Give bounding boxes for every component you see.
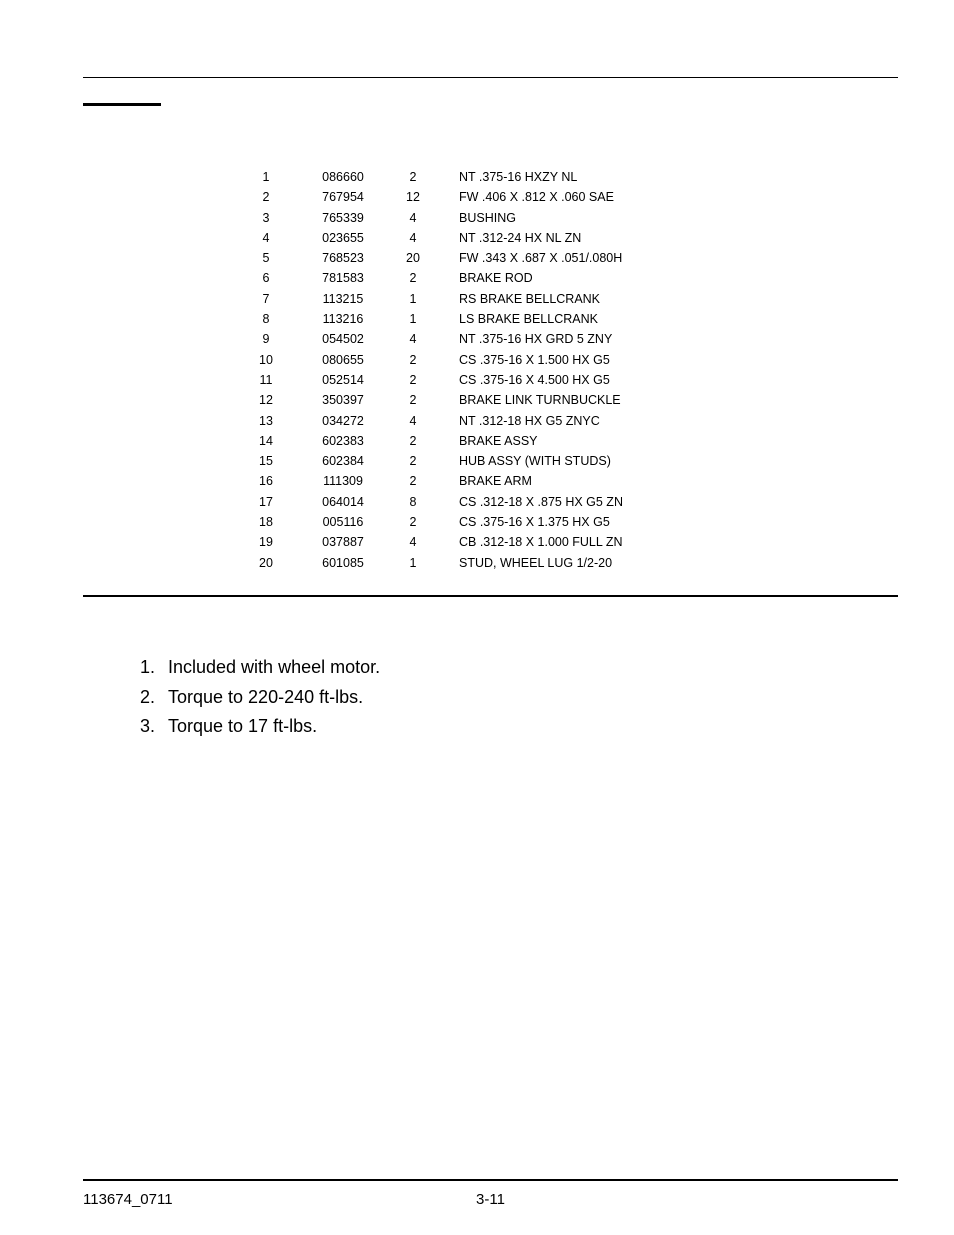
table-row: [240, 329, 623, 349]
description: LS BRAKE BELLCRANK: [459, 312, 598, 327]
table-row: [240, 187, 623, 207]
table-row: [240, 370, 623, 390]
description: NT .312-18 HX G5 ZNYC: [459, 413, 600, 428]
table-row: [240, 471, 623, 491]
description: NT .375-16 HX GRD 5 ZNY: [459, 332, 613, 347]
quantity: 4: [409, 413, 417, 428]
note-item: [140, 713, 380, 743]
quantity: 4: [409, 230, 417, 245]
description: BUSHING: [459, 210, 516, 225]
description: HUB ASSY (WITH STUDS): [459, 454, 611, 469]
quantity: 2: [409, 170, 417, 184]
description: NT .312-24 HX NL ZN: [459, 230, 582, 245]
ref-number: 2: [262, 190, 270, 205]
table-row: [240, 532, 623, 552]
quantity: 1: [409, 312, 417, 327]
note-text: Included with wheel motor.: [168, 657, 381, 677]
part-number: 765339: [322, 210, 364, 225]
note-item: [140, 654, 380, 684]
ref-number: 17: [259, 494, 273, 509]
description: NT .375-16 HXZY NL: [459, 170, 578, 184]
parts-table-body: [240, 167, 623, 573]
table-row: [240, 248, 623, 268]
part-number: 037887: [322, 535, 364, 550]
part-number: 113215: [322, 291, 364, 306]
parts-table: [240, 167, 623, 573]
description: BRAKE ASSY: [459, 433, 538, 448]
description: BRAKE ROD: [459, 271, 533, 286]
table-row: [240, 553, 623, 573]
ref-number: 7: [262, 291, 270, 306]
ref-number: 5: [262, 251, 270, 266]
quantity: 12: [406, 190, 420, 205]
ref-number: 20: [259, 555, 273, 570]
ref-number: 12: [259, 393, 273, 408]
section-title-bar: [83, 103, 161, 106]
ref-number: 18: [259, 515, 273, 530]
quantity: 4: [409, 210, 417, 225]
footer-doc-number: 113674_0711: [83, 1191, 173, 1208]
quantity: 2: [409, 352, 417, 367]
table-row: [240, 390, 623, 410]
ref-number: 15: [259, 454, 273, 469]
quantity: 2: [409, 393, 417, 408]
part-number: 086660: [322, 170, 364, 184]
table-row: [240, 431, 623, 451]
quantity: 1: [409, 555, 417, 570]
part-number: 602384: [322, 454, 364, 469]
table-row: [240, 350, 623, 370]
quantity: 2: [409, 271, 417, 286]
header-rule: [83, 77, 898, 78]
description: RS BRAKE BELLCRANK: [459, 291, 601, 306]
description: FW .343 X .687 X .051/.080H: [459, 251, 623, 266]
part-number: 767954: [322, 190, 364, 205]
part-number: 350397: [322, 393, 364, 408]
ref-number: 8: [262, 312, 270, 327]
part-number: 034272: [322, 413, 364, 428]
part-number: 768523: [322, 251, 364, 266]
part-number: 602383: [322, 433, 364, 448]
parts-table-bottom-rule: [83, 595, 898, 597]
part-number: 005116: [322, 515, 364, 530]
part-number: 064014: [322, 494, 364, 509]
part-number: 781583: [322, 271, 364, 286]
part-number: 113216: [322, 312, 364, 327]
table-row: [240, 228, 623, 248]
ref-number: 11: [259, 372, 273, 387]
ref-number: 6: [262, 271, 270, 286]
note-text: Torque to 220-240 ft-lbs.: [168, 686, 364, 707]
part-number: 023655: [322, 230, 364, 245]
part-number: 111309: [323, 474, 363, 489]
quantity: 2: [409, 372, 417, 387]
note-item: [140, 684, 380, 714]
quantity: 8: [409, 494, 417, 509]
description: BRAKE LINK TURNBUCKLE: [459, 393, 621, 408]
description: CS .375-16 X 1.375 HX G5: [459, 515, 610, 530]
part-number: 080655: [322, 352, 364, 367]
ref-number: 9: [262, 332, 270, 347]
quantity: 2: [409, 515, 417, 530]
table-row: [240, 268, 623, 288]
description: CS .375-16 X 4.500 HX G5: [459, 372, 610, 387]
note-text: Torque to 17 ft-lbs.: [168, 716, 318, 736]
table-row: [240, 309, 623, 329]
ref-number: 14: [259, 433, 273, 448]
table-row: [240, 451, 623, 471]
description: CS .312-18 X .875 HX G5 ZN: [459, 494, 623, 509]
table-row: [240, 411, 623, 431]
quantity: 2: [409, 433, 417, 448]
table-row: [240, 512, 623, 532]
ref-number: 3: [262, 210, 270, 225]
part-number: 054502: [322, 332, 364, 347]
table-row: [240, 492, 623, 512]
ref-number: 13: [259, 413, 273, 428]
quantity: 4: [409, 535, 417, 550]
description: FW .406 X .812 X .060 SAE: [459, 190, 614, 205]
quantity: 20: [406, 251, 420, 266]
description: CS .375-16 X 1.500 HX G5: [459, 352, 610, 367]
quantity: 2: [409, 454, 417, 469]
table-row: [240, 289, 623, 309]
description: CB .312-18 X 1.000 FULL ZN: [459, 535, 623, 550]
ref-number: 4: [262, 230, 270, 245]
notes-list: [140, 654, 380, 743]
table-row: [240, 167, 623, 187]
ref-number: 19: [259, 535, 273, 550]
note-number: 3.: [140, 716, 156, 736]
quantity: 1: [409, 291, 417, 306]
footer-page-number: 3-11: [476, 1191, 505, 1208]
ref-number: 16: [259, 474, 273, 489]
part-number: 601085: [322, 555, 364, 570]
ref-number: 10: [259, 352, 273, 367]
table-row: [240, 208, 623, 228]
footer-rule: [83, 1179, 898, 1181]
ref-number: 1: [262, 170, 270, 184]
description: BRAKE ARM: [459, 474, 532, 489]
note-number: 1.: [140, 657, 156, 677]
note-number: 2.: [140, 686, 156, 707]
description: STUD, WHEEL LUG 1/2-20: [459, 555, 613, 570]
quantity: 4: [409, 332, 417, 347]
part-number: 052514: [322, 372, 364, 387]
quantity: 2: [409, 474, 417, 489]
